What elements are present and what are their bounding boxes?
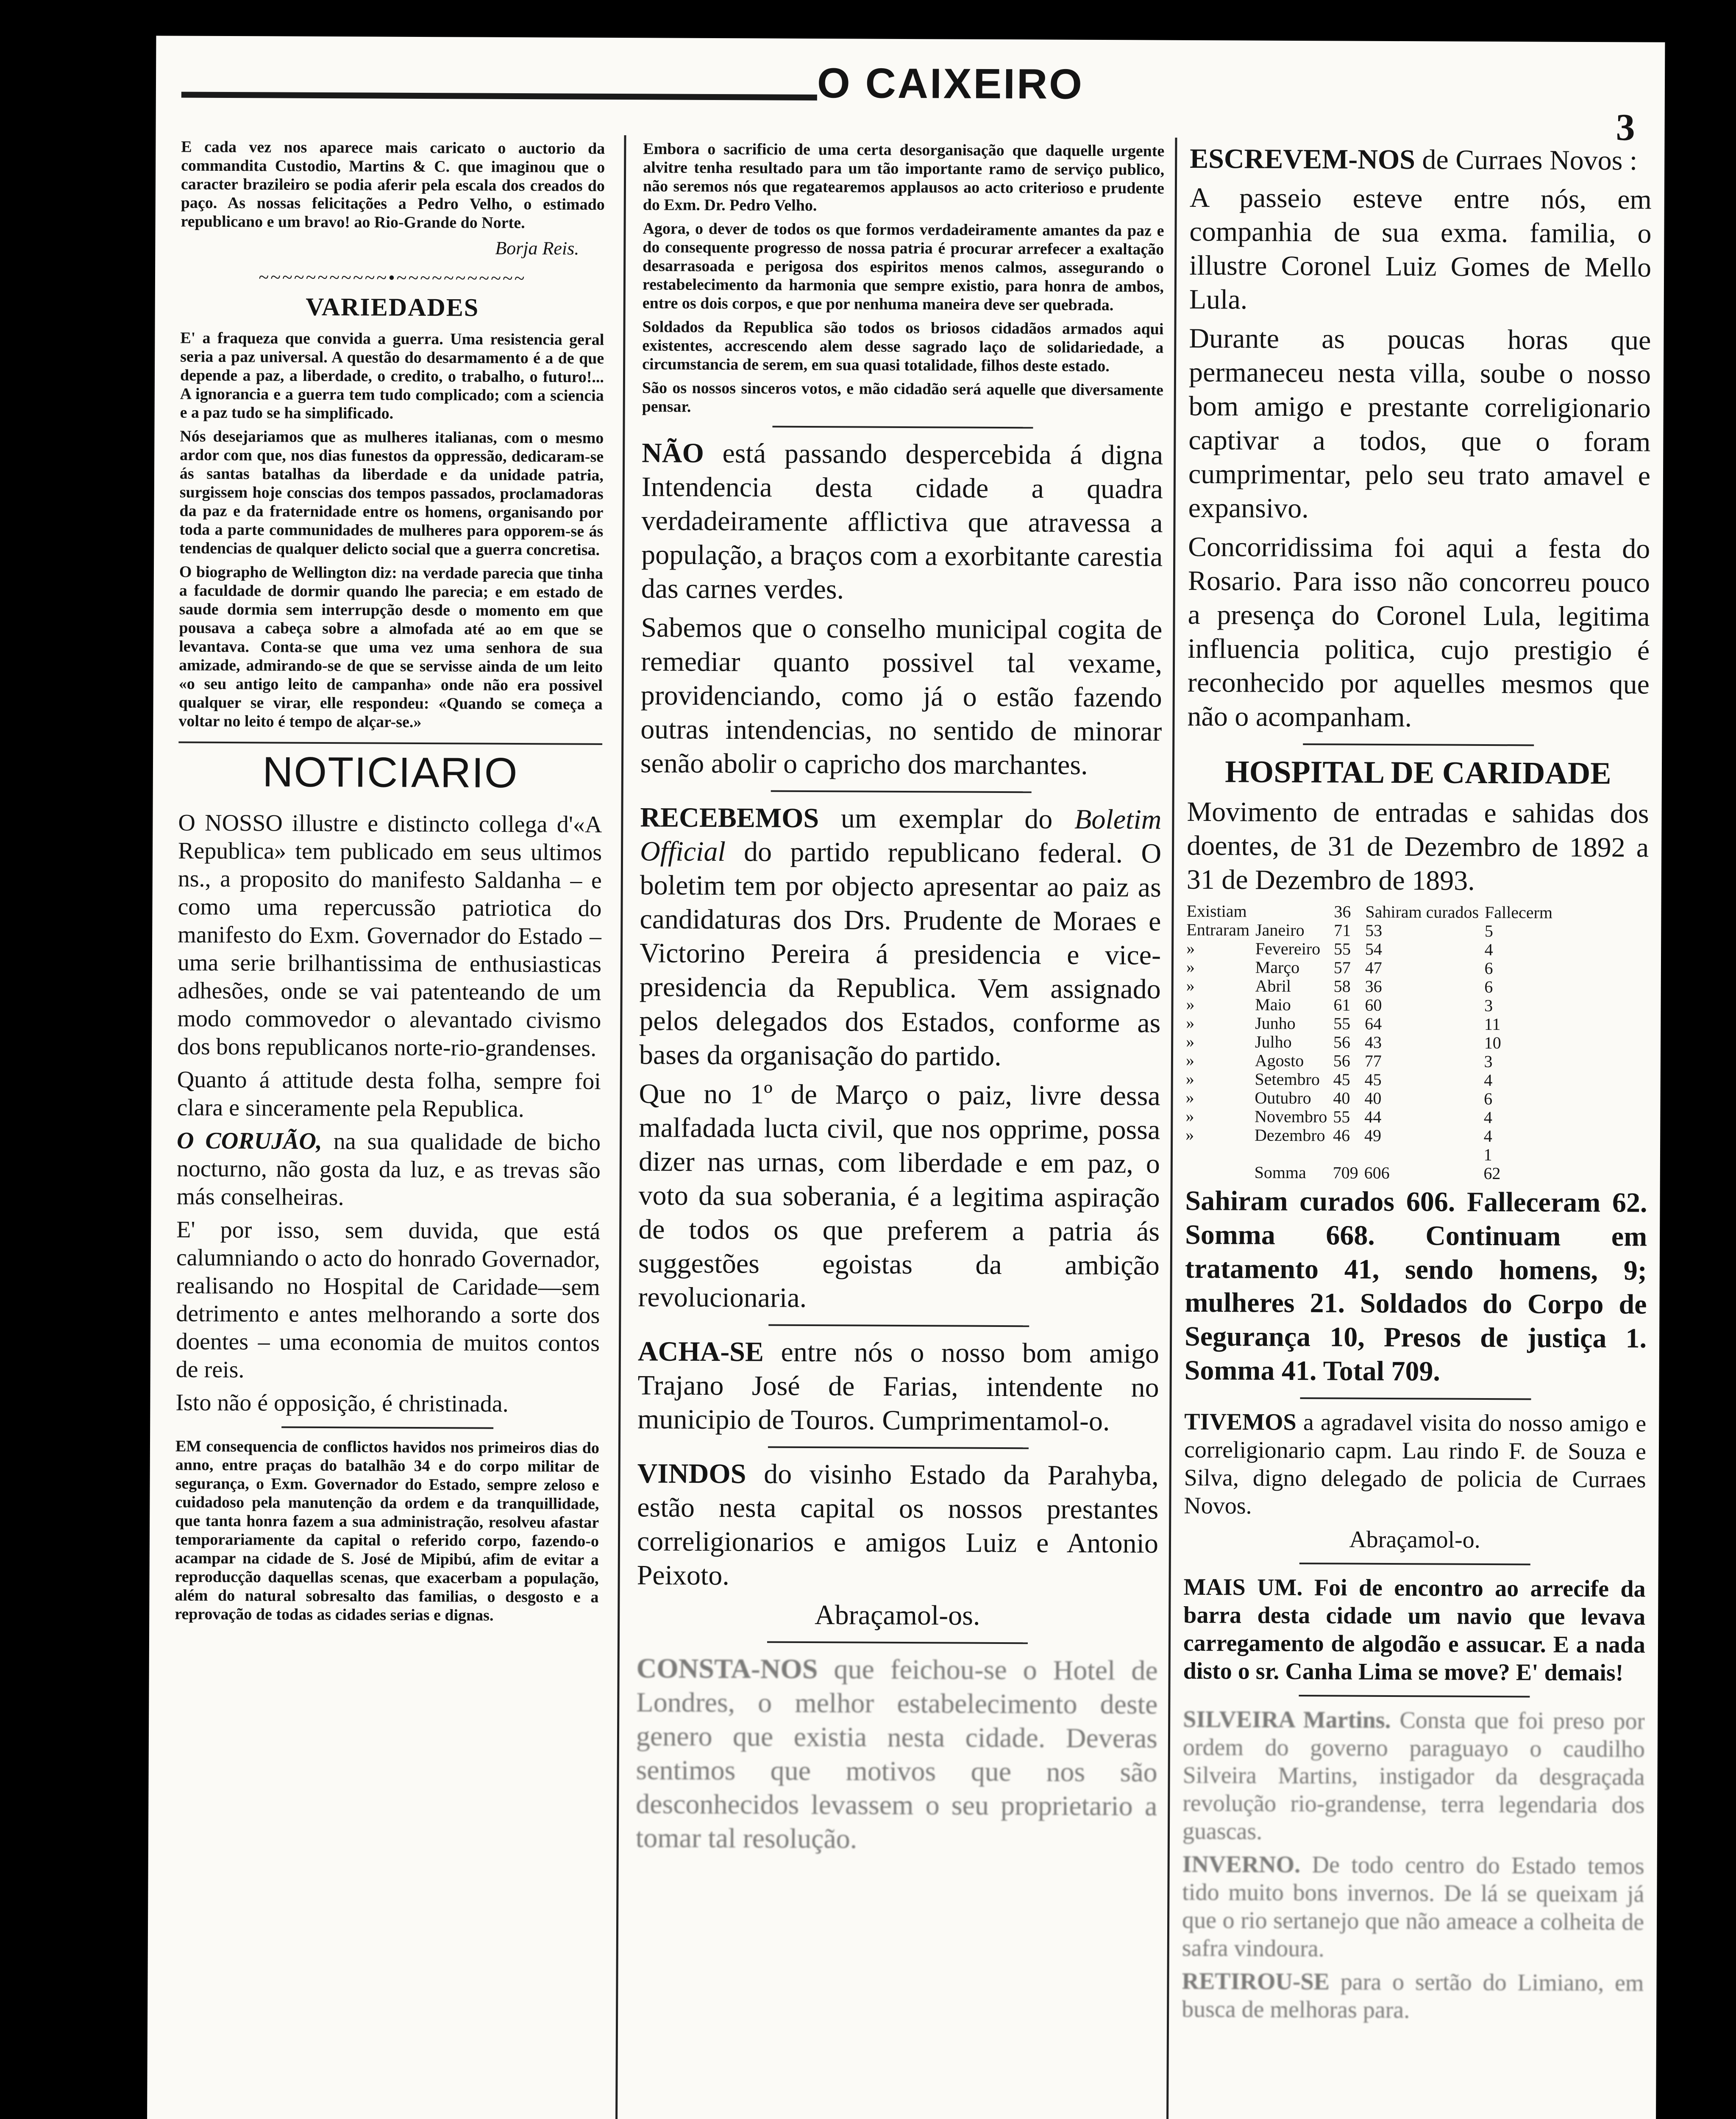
news-paragraph: Quanto á attitude desta folha, sempre foi clara e sinceramente pela Republica. bbox=[177, 1066, 601, 1123]
news-paragraph: Embora o sacrificio de uma certa desorganisação que daquelle urgente alvitre tenha resultado para um tão importante ramo de serviço publico, não seremos nós que regatearemos applausos ao acto criterioso e prudente do Exm. Dr. Pedro Velho. bbox=[643, 140, 1165, 215]
table-row: » Março 57 47 6 bbox=[1186, 957, 1493, 978]
news-paragraph: Soldados da Republica são todos os briosos cidadãos armados aqui existentes, accrescendo alem desse sagrado laço de solidariedade, a circumstancia de serem, em sua quasi totalidade, filhos deste estado. bbox=[642, 318, 1164, 375]
header-rule bbox=[181, 92, 817, 101]
news-paragraph: Que no 1º de Março o paiz, livre dessa malfadada lucta civil, que nos opprime, possa dizer nas urnas, com liberdade e em paz, o voto da sua soberania, é a legitima aspiração de todos os que preferem a patria ás suggestões egoistas da ambição revolucionaria. bbox=[638, 1078, 1160, 1313]
news-paragraph: Durante as poucas horas que permaneceu nesta villa, soube o nosso bom amigo e prestante correligionario captivar a todos, que o foram cumprimentar, pelo seu trato amavel e expansivo. bbox=[1188, 323, 1651, 524]
table-row: » Dezembro 46 49 4 bbox=[1185, 1125, 1492, 1146]
separator bbox=[1300, 1397, 1531, 1400]
news-paragraph: RETIROU-SE para o sertão do Limiano, em busca de melhoras para. bbox=[1182, 1968, 1644, 2024]
news-paragraph: NÃO está passando despercebida á digna Intendencia desta cidade a quadra verdadeiramente afflictiva que atravessa a população, a braços com a exorbitante carestia das carnes verdes. bbox=[641, 437, 1163, 605]
movement-intro: Movimento de entradas e sahidas dos doentes, de 31 de Dezembro de 1892 a 31 de Dezembro de 1893. bbox=[1186, 796, 1649, 896]
news-paragraph: Isto não é opposição, é christinada. bbox=[175, 1389, 509, 1417]
variedades-paragraph: Nós desejariamos que as mulheres italianas, com o mesmo ardor com que, nos dias funestos da oppressão, dedicaram-se ás santas batalhas da liberdade e da unidade patria, surgissem hoje conscias dos tempos passados, proclamadoras da paz e da fraternidade entre os homens, organisando por toda a parte communidades de mulheres para opporem-se ás tendencias de qualquer delicto social que a guerra concretisa. bbox=[179, 427, 604, 559]
table-row: » Setembro 45 45 4 bbox=[1185, 1069, 1493, 1090]
table-row: » Novembro 55 44 4 bbox=[1185, 1106, 1493, 1127]
table-row: » Maio 61 60 3 bbox=[1186, 994, 1493, 1015]
news-paragraph: INVERNO. De todo centro do Estado temos tido muito bons invernos. De lá se queixam já que o rio sertanejo que não ameace a colheita de safra vindoura. bbox=[1182, 1851, 1644, 1962]
column-divider-right bbox=[1165, 138, 1177, 2119]
closing-line: Abraçamol-os. bbox=[814, 1599, 980, 1631]
newspaper-page bbox=[146, 36, 1665, 2119]
ornament-divider: ~~~~~~~~~~~•~~~~~~~~~~~ bbox=[259, 267, 526, 289]
column-2 bbox=[634, 139, 1165, 2119]
news-paragraph: MAIS UM. Foi de encontro ao arrecife da barra desta cidade um navio que levava carregamento de algodão e assucar. E a nada disto o sr. Canha Lima se move? E' demais! bbox=[1183, 1574, 1646, 1686]
table-header-row: Existiam 36 Sahiram curados Fallecerm bbox=[1186, 901, 1553, 922]
news-paragraph: EM consequencia de conflictos havidos nos primeiros dias do anno, entre praças do batalhão 34 e do corpo militar de segurança, o Exm. Governador do Estado, sempre zeloso e cuidadoso pela manutenção da ordem e da tranquillidade, que tanta honra fazem a sua administração, resolveu afastar temporariamente da capital o referido corpo, fazendo-o acampar na cidade de S. José de Mipibú, afim de evitar a reproducção daquellas scenas, que exacerbam a população, além do natural sobresalto das familias, o desgosto e a reprovação de todas as cidades serias e dignas. bbox=[175, 1437, 600, 1624]
news-paragraph: VINDOS do visinho Estado da Parahyba, estão nesta capital os nossos prestantes correligionarios e amigos Luiz e Antonio Peixoto. bbox=[637, 1458, 1159, 1591]
table-row: » Abril 58 36 6 bbox=[1186, 976, 1493, 997]
separator bbox=[281, 1427, 493, 1429]
separator bbox=[1299, 1695, 1530, 1697]
section-title-variedades: VARIEDADES bbox=[306, 292, 479, 322]
news-paragraph: O CORUJÃO, na sua qualidade de bicho nocturno, não gosta da luz, e as trevas são más conselheiras. bbox=[176, 1127, 601, 1211]
separator bbox=[771, 790, 1031, 793]
news-paragraph: SILVEIRA Martins. Consta que foi preso por ordem do governo paraguayo o caudilho Silveira Martins, instigador da desgraçada revolução rio-grandense, terra legendaria dos guascas. bbox=[1182, 1706, 1645, 1845]
separator bbox=[1303, 743, 1534, 746]
news-paragraph: Agora, o dever de todos os que formos verdadeiramente amantes da paz e do consequente progresso de nossa patria é procurar arrefecer a exaltação desarrasoada e perigosa dos espiritos menos calmos, assegurando o restabelecimento da harmonia que sempre existio, para honra de ambos, entre os dois corpos, e que por nenhuma maneira deve ser quebrada. bbox=[642, 220, 1164, 314]
masthead-title: O CAIXEIRO bbox=[817, 59, 1084, 108]
table-row: » Fevereiro 55 54 4 bbox=[1186, 938, 1493, 959]
news-paragraph: RECEBEMOS um exemplar do Boletim Official do partido republicano federal. O boletim tem por objecto apresentar ao paiz as candidaturas dos Drs. Prudente de Moraes e Victorino Pereira á presidencia e vice-presidencia da Republica. Vem assignado pelos delegados dos Estados, conforme as bases da organisação do partido. bbox=[639, 802, 1162, 1072]
separator bbox=[768, 1446, 1028, 1449]
news-paragraph: E' por isso, sem duvida, que está calumniando o acto do honrado Governador, realisando no Hospital de Caridade—sem detrimento e antes melhorando a sorte dos doentes – uma economia de muitos contos de reis. bbox=[175, 1216, 601, 1383]
variedades-paragraph: E' a fraqueza que convida a guerra. Uma resistencia geral seria a paz universal. A questão do desarmamento é a de que depende a paz, a liberdade, o credito, o trabalho, o futuro!... A ignorancia e a guerra tem tudo complicado; com a sciencia e a paz tudo se ha simplificado. bbox=[180, 329, 604, 423]
hospital-movement-table bbox=[1185, 902, 1558, 1183]
column-3 bbox=[1180, 142, 1652, 2119]
separator bbox=[772, 426, 1033, 429]
section-title-hospital: HOSPITAL DE CARIDADE bbox=[1225, 754, 1611, 791]
table-row: » Junho 55 64 11 bbox=[1186, 1013, 1501, 1034]
separator bbox=[1299, 1563, 1530, 1565]
page-number: 3 bbox=[1616, 106, 1635, 149]
news-paragraph: ACHA-SE entre nós o nosso bom amigo Trajano José de Farias, intendente no municipio de Touros. Cumprimentamol-o. bbox=[637, 1336, 1160, 1437]
news-paragraph: CONSTA-NOS que feichou-se o Hotel de Londres, o melhor estabelecimento deste genero que existia nesta cidade. Deveras sentimos que motivos que nos são desconhecidos levassem o seu proprietario a tomar tal resolução. bbox=[635, 1653, 1158, 1855]
news-paragraph: O NOSSO illustre e distincto collega d'«A Republica» tem publicado em seus ultimos ns., a proposito do manifesto Saldanha – e como uma repercussão patriotica do manifesto do Exm. Governador do Estado – uma serie brilhantissima de enthusiasticas adhesões, onde se vai patenteando de um modo commovedor o alevantado civismo dos bons republicanos norte-rio-grandenses. bbox=[177, 809, 602, 1062]
news-paragraph: Concorridissima foi aqui a festa do Rosario. Para isso não concorreu pouco a presença do Coronel Lula, legitima influencia politica, cujo prestigio é reconhecido por aquelles mesmos que não o acompanham. bbox=[1187, 531, 1650, 733]
closing-line: Abraçamol-o. bbox=[1349, 1526, 1480, 1553]
table-row: Entraram Janeiro 71 53 5 bbox=[1186, 920, 1494, 941]
news-paragraph: A passeio esteve entre nós, em companhia de sua exma. familia, o illustre Coronel Luiz Gomes de Mello Lula. bbox=[1189, 182, 1652, 315]
section-title-noticiario: NOTICIARIO bbox=[178, 742, 603, 798]
lead-word: O CORUJÃO, bbox=[176, 1127, 323, 1154]
column-1 bbox=[172, 138, 605, 2119]
separator bbox=[768, 1324, 1029, 1327]
news-paragraph: São os nossos sinceros votos, e mão cidadão será aquelle que diversamente pensar. bbox=[642, 379, 1163, 416]
news-paragraph: Sabemos que o conselho municipal cogita de remediar quanto possivel tal vexame, providenciando, como já o estão fazendo outras intendencias, no sentido de minorar senão abolir o capricho dos marchantes. bbox=[640, 612, 1163, 781]
signature: Borja Reis. bbox=[495, 237, 579, 259]
table-row: 1 bbox=[1483, 1145, 1492, 1165]
intro-paragraph: E cada vez nos aparece mais caricato o auctorio da commandita Custodio, Martins & C. que imaginou que o caracter brazileiro se podia aferir pela escala dos creados do paço. As nossas felicitações a Pedro Velho, o estimado republicano e um bravo! ao Rio-Grande do Norte. bbox=[181, 138, 605, 232]
table-row: » Julho 56 43 10 bbox=[1186, 1032, 1501, 1053]
news-paragraph: TIVEMOS a agradavel visita do nosso amigo e correligionario capm. Lau rindo F. de Souza e Silva, digno delegado de policia de Curraes Novos. bbox=[1184, 1408, 1647, 1519]
table-row: » Agosto 56 77 3 bbox=[1185, 1050, 1493, 1071]
column-divider-left bbox=[614, 135, 626, 2119]
table-total-row: Somma 709 606 62 bbox=[1254, 1162, 1501, 1183]
variedades-paragraph: O biographo de Wellington diz: na verdade parecia que tinha a faculdade de dormir quando lhe parecia; e em estado de saude dormia sem interrupção desde o momento em que pousava a cabeça sobre a almofada até ao em que se levantava. Conta-se que uma vez uma senhora de sua amizade, admirando-se de que se servisse ainda de um leito «o seu antigo leito de campanha» onde não era possivel qualquer se virar, elle respondeu: «Quando se começa a voltar no leito é tempo de alçar-se.» bbox=[178, 563, 604, 731]
separator bbox=[767, 1641, 1027, 1644]
hospital-summary: Sahiram curados 606. Falleceram 62. Somma 668. Continuam em tratamento 41, sendo homens, 9; mulheres 21. Soldados do Corpo de Segurança 10, Presos de justiça 1. Somma 41. Total 709. bbox=[1184, 1185, 1647, 1387]
news-paragraph: ESCREVEM-NOS de Curraes Novos : bbox=[1190, 143, 1638, 176]
table-row: » Outubro 40 40 6 bbox=[1185, 1087, 1493, 1109]
